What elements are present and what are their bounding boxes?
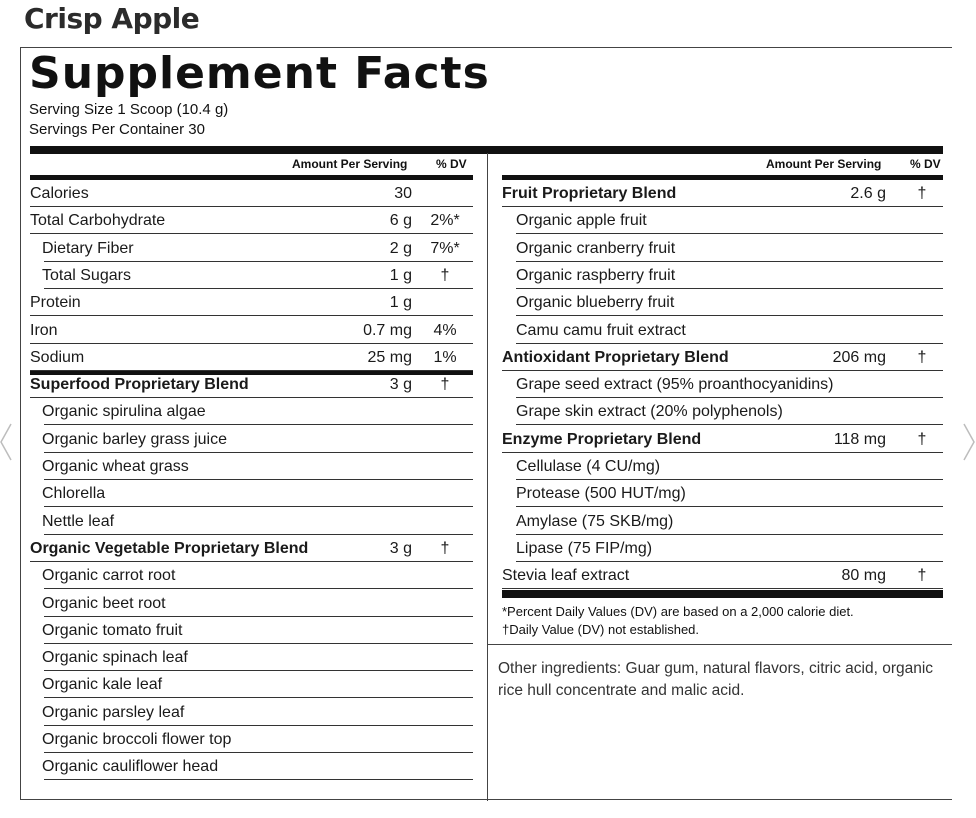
nutrient-name: Organic blueberry fruit <box>516 294 675 312</box>
nutrient-dv: 4% <box>433 321 457 339</box>
nutrient-name: Total Sugars <box>42 266 131 284</box>
chevron-right-icon <box>960 420 976 464</box>
nutrient-row <box>502 235 943 262</box>
nutrient-row <box>30 562 473 589</box>
nutrient-name: Calories <box>30 185 89 202</box>
nutrient-name: Amylase (75 SKB/mg) <box>516 512 674 530</box>
nutrient-row <box>502 180 943 207</box>
nutrient-amount: 3 g <box>389 539 412 557</box>
nutrient-row <box>30 317 473 344</box>
nutrient-name: Antioxidant Proprietary Blend <box>502 348 729 366</box>
nutrient-row <box>30 453 473 480</box>
nutrient-row <box>502 398 943 425</box>
nutrient-name: Organic cranberry fruit <box>516 239 676 257</box>
nutrient-row <box>30 371 473 398</box>
nutrient-name: Organic carrot root <box>42 567 176 585</box>
nutrient-amount: 80 mg <box>841 567 886 585</box>
previous-image-arrow[interactable] <box>0 420 15 464</box>
nutrient-row <box>30 699 473 726</box>
nutrient-name: Iron <box>30 321 58 339</box>
nutrient-row <box>502 453 943 480</box>
nutrient-amount: 2 g <box>389 239 412 257</box>
footnote-dv: *Percent Daily Values (DV) are based on a 2,000 calorie diet. <box>502 604 854 619</box>
nutrient-name: Camu camu fruit extract <box>516 321 686 339</box>
nutrient-row <box>30 671 473 698</box>
nutrient-name: Organic Vegetable Proprietary Blend <box>30 539 309 557</box>
nutrient-row <box>30 590 473 617</box>
nutrient-row <box>502 562 943 589</box>
nutrient-name: Enzyme Proprietary Blend <box>502 430 702 448</box>
right-col-dv-header: % DV <box>910 157 941 171</box>
nutrient-row <box>30 617 473 644</box>
nutrient-row <box>502 508 943 535</box>
nutrient-dv: † <box>917 430 927 448</box>
nutrient-row <box>30 753 473 780</box>
left-col-dv-header: % DV <box>436 157 467 171</box>
nutrient-name: Organic tomato fruit <box>42 621 183 639</box>
nutrient-name: Organic kale leaf <box>42 676 163 694</box>
nutrient-name: Organic spinach leaf <box>42 649 188 667</box>
servings-per-container: Servings Per Container 30 <box>29 121 205 138</box>
nutrient-name: Organic broccoli flower top <box>42 731 232 748</box>
nutrient-amount: 1 g <box>389 294 412 312</box>
nutrient-row <box>502 480 943 507</box>
nutrient-row <box>502 426 943 453</box>
nutrient-name: Lipase (75 FIP/mg) <box>516 539 653 557</box>
nutrient-name: Grape seed extract (95% proanthocyanidins) <box>516 376 834 394</box>
nutrient-row <box>502 371 943 398</box>
nutrient-amount: 25 mg <box>367 348 412 366</box>
nutrient-row <box>30 235 473 262</box>
nutrient-dv: † <box>440 376 450 394</box>
nutrient-amount: 2.6 g <box>850 185 886 202</box>
nutrient-row <box>502 262 943 289</box>
nutrient-row <box>30 262 473 289</box>
nutrient-amount: 1 g <box>389 266 412 284</box>
nutrient-amount: 0.7 mg <box>363 321 412 339</box>
nutrient-row <box>30 180 473 207</box>
nutrient-name: Organic barley grass juice <box>42 430 227 448</box>
nutrient-row <box>30 480 473 507</box>
nutrient-dv: 1% <box>433 348 457 366</box>
nutrient-dv: † <box>917 567 927 585</box>
nutrient-row <box>502 289 943 316</box>
left-col-amount-header: Amount Per Serving <box>292 157 408 171</box>
nutrient-name: Cellulase (4 CU/mg) <box>516 458 661 475</box>
product-title: Crisp Apple <box>24 2 200 35</box>
row-divider <box>44 779 473 780</box>
nutrient-row <box>30 344 473 371</box>
nutrient-name: Total Carbohydrate <box>30 212 166 230</box>
nutrient-name: Organic beet root <box>42 594 166 612</box>
nutrient-row <box>502 535 943 562</box>
footnote-rule <box>502 590 943 598</box>
nutrient-name: Organic raspberry fruit <box>516 266 676 284</box>
nutrient-dv: † <box>440 539 450 557</box>
nutrient-name: Fruit Proprietary Blend <box>502 185 677 202</box>
nutrient-amount: 30 <box>394 185 412 202</box>
nutrient-name: Organic apple fruit <box>516 212 647 230</box>
nutrient-name: Protein <box>30 294 81 312</box>
nutrient-row <box>30 289 473 316</box>
nutrient-row <box>30 644 473 671</box>
nutrient-row <box>502 317 943 344</box>
nutrient-amount: 118 mg <box>833 430 886 448</box>
nutrient-name: Chlorella <box>42 485 106 503</box>
column-divider <box>487 153 488 801</box>
nutrient-dv: 7%* <box>430 239 460 257</box>
footnote-bottom-rule <box>487 644 952 645</box>
footnote-dagger: †Daily Value (DV) not established. <box>502 622 700 637</box>
nutrient-name: Superfood Proprietary Blend <box>30 376 249 394</box>
nutrient-name: Protease (500 HUT/mg) <box>516 485 686 503</box>
nutrient-name: Nettle leaf <box>42 512 115 530</box>
nutrient-row <box>502 344 943 371</box>
nutrient-name: Organic cauliflower head <box>42 758 219 776</box>
nutrient-name: Sodium <box>30 348 85 366</box>
nutrient-name: Organic parsley leaf <box>42 703 185 721</box>
nutrient-row <box>30 398 473 425</box>
nutrient-row <box>30 535 473 562</box>
nutrient-row <box>30 726 473 753</box>
serving-size: Serving Size 1 Scoop (10.4 g) <box>29 101 229 118</box>
nutrient-amount: 3 g <box>389 376 412 394</box>
nutrient-row <box>30 508 473 535</box>
nutrient-name: Organic wheat grass <box>42 458 189 475</box>
nutrient-dv: † <box>440 266 450 284</box>
chevron-left-icon <box>0 420 15 464</box>
next-image-arrow[interactable] <box>960 420 976 464</box>
nutrient-row <box>30 207 473 234</box>
nutrient-row <box>502 207 943 234</box>
nutrient-name: Organic spirulina algae <box>42 403 206 421</box>
nutrient-amount: 6 g <box>389 212 412 230</box>
nutrient-dv: 2%* <box>430 212 460 230</box>
nutrient-name: Stevia leaf extract <box>502 567 630 585</box>
nutrient-dv: † <box>917 348 927 366</box>
nutrient-name: Grape skin extract (20% polyphenols) <box>516 403 783 421</box>
other-ingredients: Other ingredients: Guar gum, natural flavors, citric acid, organic rice hull concentrate and malic acid. <box>498 660 934 699</box>
nutrient-dv: † <box>917 185 927 202</box>
nutrient-name: Dietary Fiber <box>42 239 134 257</box>
right-col-amount-header: Amount Per Serving <box>766 157 882 171</box>
nutrient-row <box>30 426 473 453</box>
nutrient-amount: 206 mg <box>832 348 886 366</box>
panel-heading: Supplement Facts <box>29 48 490 99</box>
